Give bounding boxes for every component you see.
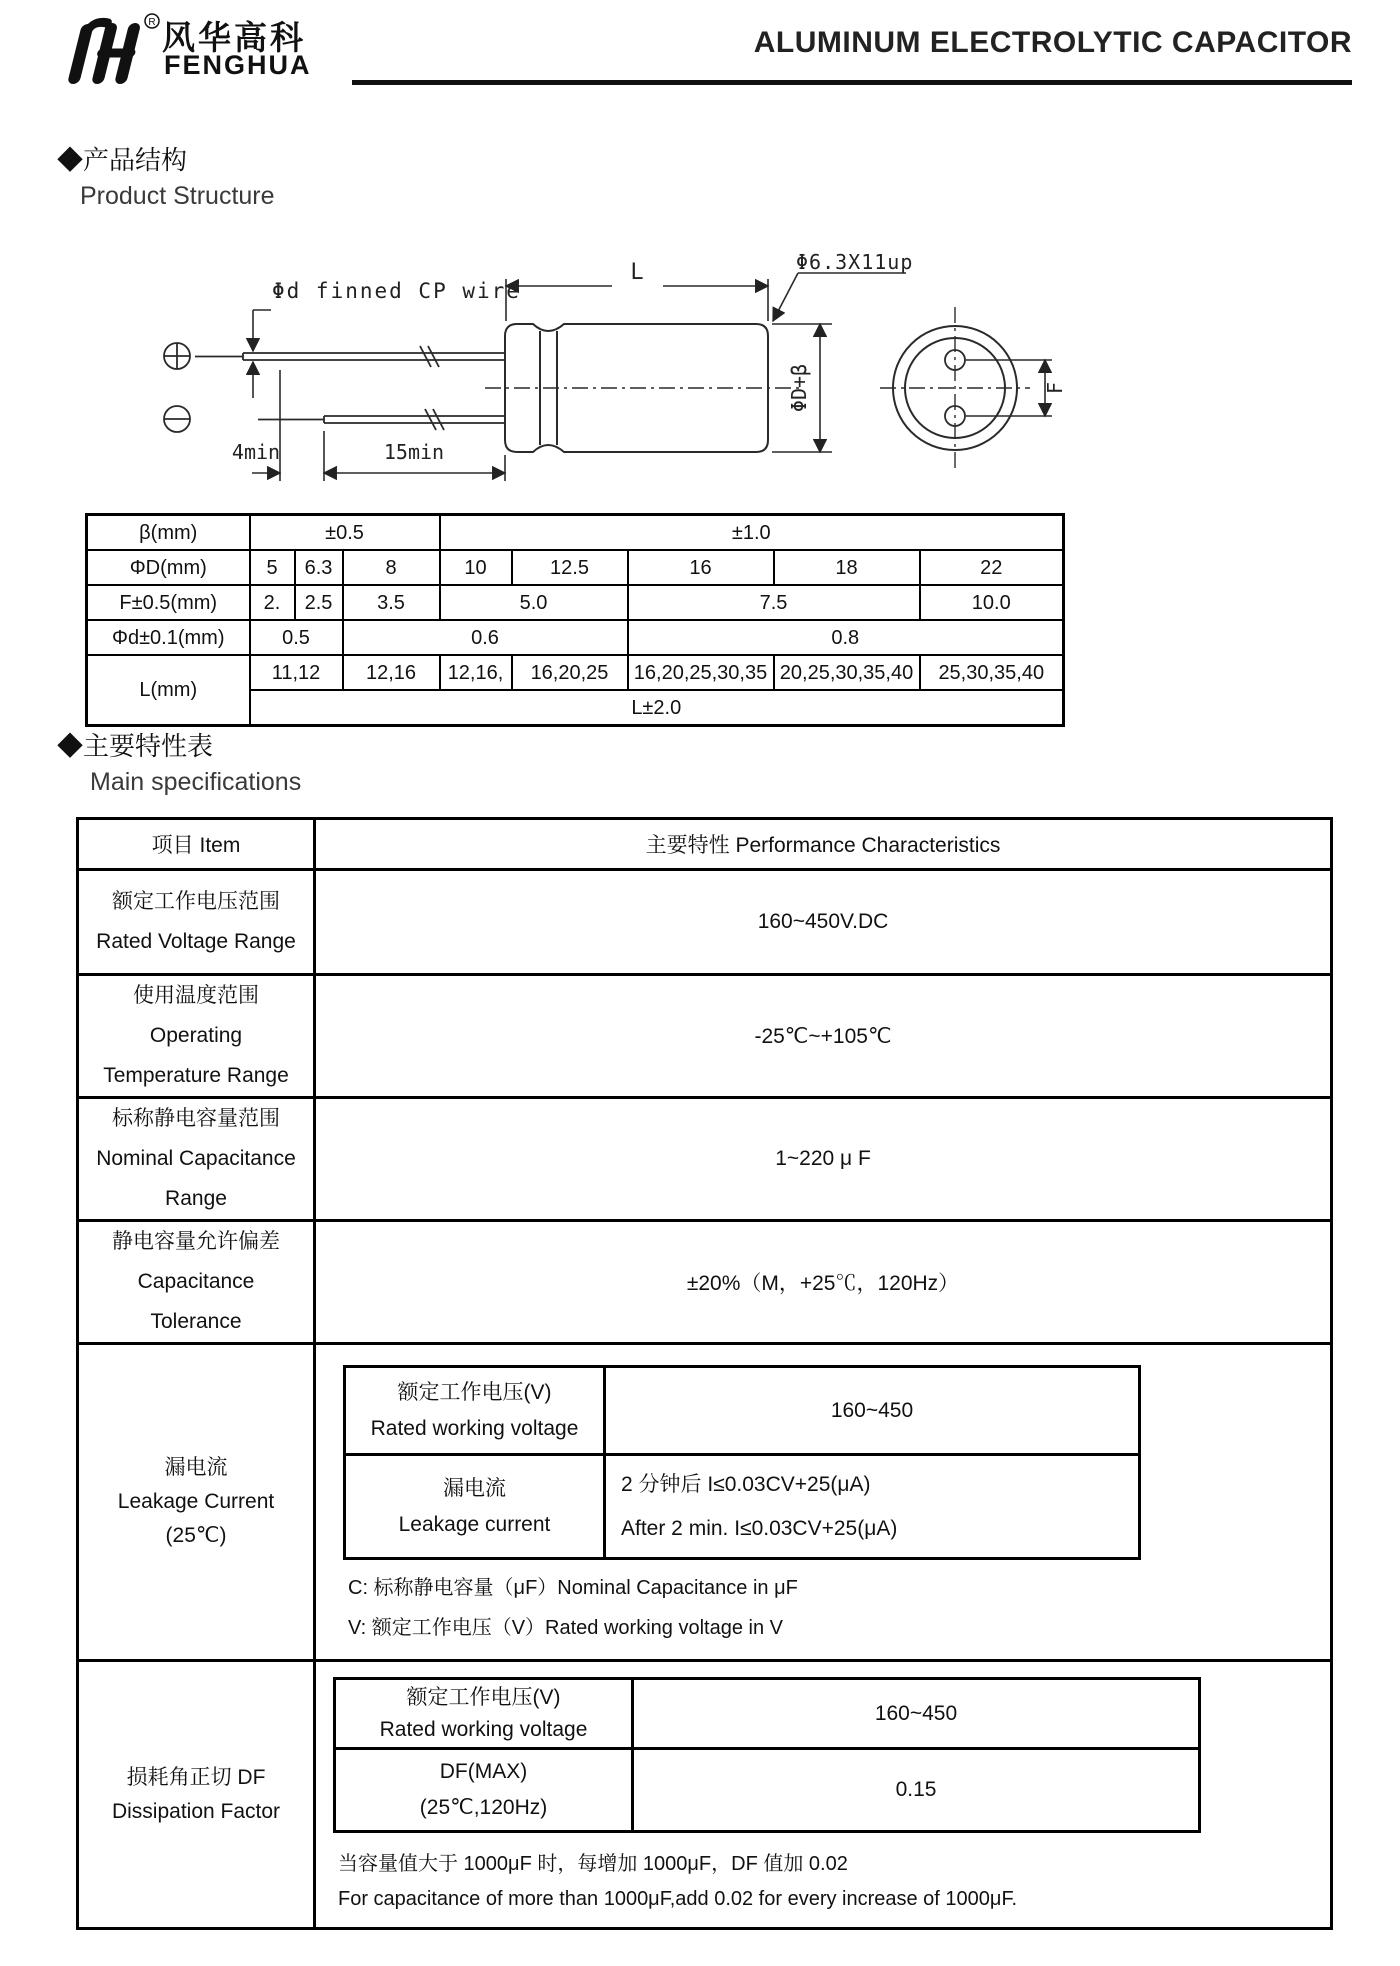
spec-header-row: [78, 819, 1332, 870]
length-dimension: [506, 279, 768, 321]
row-label: Φd±0.1(mm): [87, 620, 250, 655]
lead-wire-label: Φd finned CP wire: [272, 279, 521, 303]
nested-value: [605, 1455, 1140, 1559]
brand-name-chinese: 风华高科: [162, 19, 306, 56]
main-specs-heading-en: Main specifications: [90, 768, 302, 796]
lead-spacing-label: F: [1043, 381, 1067, 395]
dim-cell: 2.5: [295, 585, 343, 620]
dim-cell: 20,25,30,35,40: [774, 655, 920, 690]
label-line: Nominal Capacitance: [96, 1147, 296, 1170]
label-line: Dissipation Factor: [111, 1799, 281, 1823]
dissipation-factor-row: [78, 1661, 1332, 1929]
label-line: 额定工作电压范围: [112, 890, 280, 913]
wire-diameter-row: [87, 620, 1064, 655]
row-value: ±20%（M，+25℃，120Hz）: [315, 1221, 1332, 1344]
dissipation-content-cell: [315, 1661, 1332, 1929]
dim-cell: 12,16: [343, 655, 440, 690]
diameter-label: ΦD+β: [787, 363, 811, 413]
capacitance-tolerance-row: [78, 1221, 1332, 1344]
leakage-content-cell: [315, 1344, 1332, 1661]
nested-label: [345, 1367, 605, 1455]
label-line: Capacitance: [137, 1270, 255, 1293]
label-line: 静电容量允许偏差: [112, 1230, 280, 1253]
dim-cell: ±1.0: [440, 515, 1064, 551]
length-row: [87, 655, 1064, 690]
negative-terminal-icon: [164, 406, 190, 432]
label-line: 额定工作电压(V): [397, 1380, 552, 1404]
dim-cell: L±2.0: [250, 690, 1064, 726]
label-line: Operating: [149, 1024, 243, 1047]
label-line: Range: [165, 1187, 227, 1210]
row-label: [78, 870, 315, 975]
leakage-note-c: C: 标称静电容量（μF）Nominal Capacitance in μF: [348, 1577, 798, 1599]
capacitor-outline-drawing: [0, 185, 1400, 495]
dim-cell: 18: [774, 550, 920, 585]
page-title: ALUMINUM ELECTROLYTIC CAPACITOR: [753, 26, 1352, 59]
dim-cell: ±0.5: [250, 515, 440, 551]
label-line: (25℃,120Hz): [419, 1796, 548, 1819]
label-line: Rated working voltage: [379, 1717, 588, 1741]
dim-cell: 8: [343, 550, 440, 585]
label-line: Leakage Current: [117, 1490, 275, 1513]
capacitor-end-view: [880, 307, 1030, 473]
dim-cell: 12,16,: [440, 655, 512, 690]
leakage-current-row: [78, 1344, 1332, 1661]
dim-cell: 12.5: [512, 550, 628, 585]
row-label: [78, 1221, 315, 1344]
dissipation-note-cn: 当容量值大于 1000μF 时，每增加 1000μF，DF 值加 0.02: [338, 1853, 848, 1875]
nested-label: [345, 1455, 605, 1559]
positive-terminal-icon: [164, 343, 190, 369]
dim-cell: 0.6: [343, 620, 628, 655]
dim-cell: 5: [250, 550, 295, 585]
negative-lead-wire: [258, 409, 505, 430]
lead-clearance-label: 4min: [231, 440, 281, 464]
label-line: Rated Voltage Range: [96, 930, 296, 953]
operating-temperature-row: [78, 975, 1332, 1098]
rated-voltage-row: [78, 870, 1332, 975]
label-line: 标称静电容量范围: [112, 1107, 280, 1130]
label-line: DF(MAX): [439, 1760, 528, 1783]
registered-trademark-icon: [145, 14, 159, 28]
leakage-nested-table: [343, 1365, 1141, 1560]
row-label: [78, 1098, 315, 1221]
label-line: (25℃): [165, 1524, 227, 1547]
main-specifications-table: [76, 817, 1333, 1930]
wire-diameter-dimension: [253, 310, 271, 398]
dim-cell: 3.5: [343, 585, 440, 620]
row-label: F±0.5(mm): [87, 585, 250, 620]
dim-cell: 10.0: [920, 585, 1064, 620]
product-structure-heading-cn: ◆产品结构: [57, 145, 188, 175]
nominal-capacitance-row: [78, 1098, 1332, 1221]
nested-row: [335, 1679, 1200, 1749]
row-label: ΦD(mm): [87, 550, 250, 585]
dim-cell: 25,30,35,40: [920, 655, 1064, 690]
dim-cell: 16,20,25: [512, 655, 628, 690]
dim-cell: 6.3: [295, 550, 343, 585]
dim-cell: 22: [920, 550, 1064, 585]
leakage-note-v: V: 额定工作电压（V）Rated working voltage in V: [348, 1617, 783, 1639]
dim-cell: 0.5: [250, 620, 343, 655]
row-label: [78, 1344, 315, 1661]
row-value: 1~220 μ F: [315, 1098, 1332, 1221]
nested-label: [335, 1749, 633, 1832]
positive-lead-wire: [195, 346, 505, 367]
formula-line: After 2 min. I≤0.03CV+25(μA): [621, 1516, 898, 1540]
brand-name-english: FENGHUA: [164, 50, 312, 80]
label-line: Temperature Range: [103, 1064, 289, 1087]
nested-row: [345, 1455, 1140, 1559]
performance-header: 主要特性 Performance Characteristics: [315, 819, 1332, 870]
row-label: [78, 975, 315, 1098]
label-line: Leakage current: [398, 1512, 551, 1536]
row-label: L(mm): [87, 655, 250, 726]
header-divider: [352, 80, 1352, 85]
product-structure-heading-en: Product Structure: [80, 182, 275, 210]
dim-cell: 10: [440, 550, 512, 585]
dim-cell: 16,20,25,30,35: [628, 655, 774, 690]
lead-length-dimensions: [252, 370, 505, 481]
svg-text:R: R: [148, 17, 156, 28]
dim-cell: 16: [628, 550, 774, 585]
lead-length-label: 15min: [383, 440, 445, 464]
lead-spacing-row: [87, 585, 1064, 620]
row-value: 160~450V.DC: [315, 870, 1332, 975]
diameter-row: [87, 550, 1064, 585]
item-header: 项目 Item: [78, 819, 315, 870]
label-line: 损耗角正切 DF: [126, 1765, 266, 1789]
label-line: 使用温度范围: [133, 984, 259, 1007]
dim-cell: 2.: [250, 585, 295, 620]
dim-cell: 0.8: [628, 620, 1064, 655]
nested-value: 160~450: [633, 1679, 1200, 1749]
sleeve-label: Φ6.3X11up: [796, 250, 914, 274]
label-line: 额定工作电压(V): [406, 1685, 561, 1709]
dim-cell: 5.0: [440, 585, 628, 620]
row-label: β(mm): [87, 515, 250, 551]
nested-value: 0.15: [633, 1749, 1200, 1832]
formula-line: 2 分钟后 I≤0.03CV+25(μA): [621, 1472, 871, 1496]
dissipation-nested-table: [333, 1677, 1201, 1833]
length-label: L: [630, 260, 644, 285]
label-line: Tolerance: [150, 1310, 242, 1333]
dim-cell: 11,12: [250, 655, 343, 690]
row-label: [78, 1661, 315, 1929]
fenghua-logo-icon: [52, 12, 162, 86]
nested-row: [335, 1749, 1200, 1832]
beta-row: [87, 515, 1064, 551]
nested-row: [345, 1367, 1140, 1455]
nested-value: 160~450: [605, 1367, 1140, 1455]
row-value: -25℃~+105℃: [315, 975, 1332, 1098]
dimensions-table: [85, 513, 1065, 727]
label-line: 漏电流: [443, 1476, 506, 1500]
sleeve-leader-line: [773, 273, 906, 321]
dissipation-note-en: For capacitance of more than 1000μF,add 0.02 for every increase of 1000μF.: [338, 1888, 1017, 1910]
dim-cell: 7.5: [628, 585, 920, 620]
nested-label: [335, 1679, 633, 1749]
label-line: Rated working voltage: [370, 1416, 579, 1440]
main-specs-heading-cn: ◆主要特性表: [57, 731, 214, 761]
label-line: 漏电流: [164, 1456, 228, 1479]
